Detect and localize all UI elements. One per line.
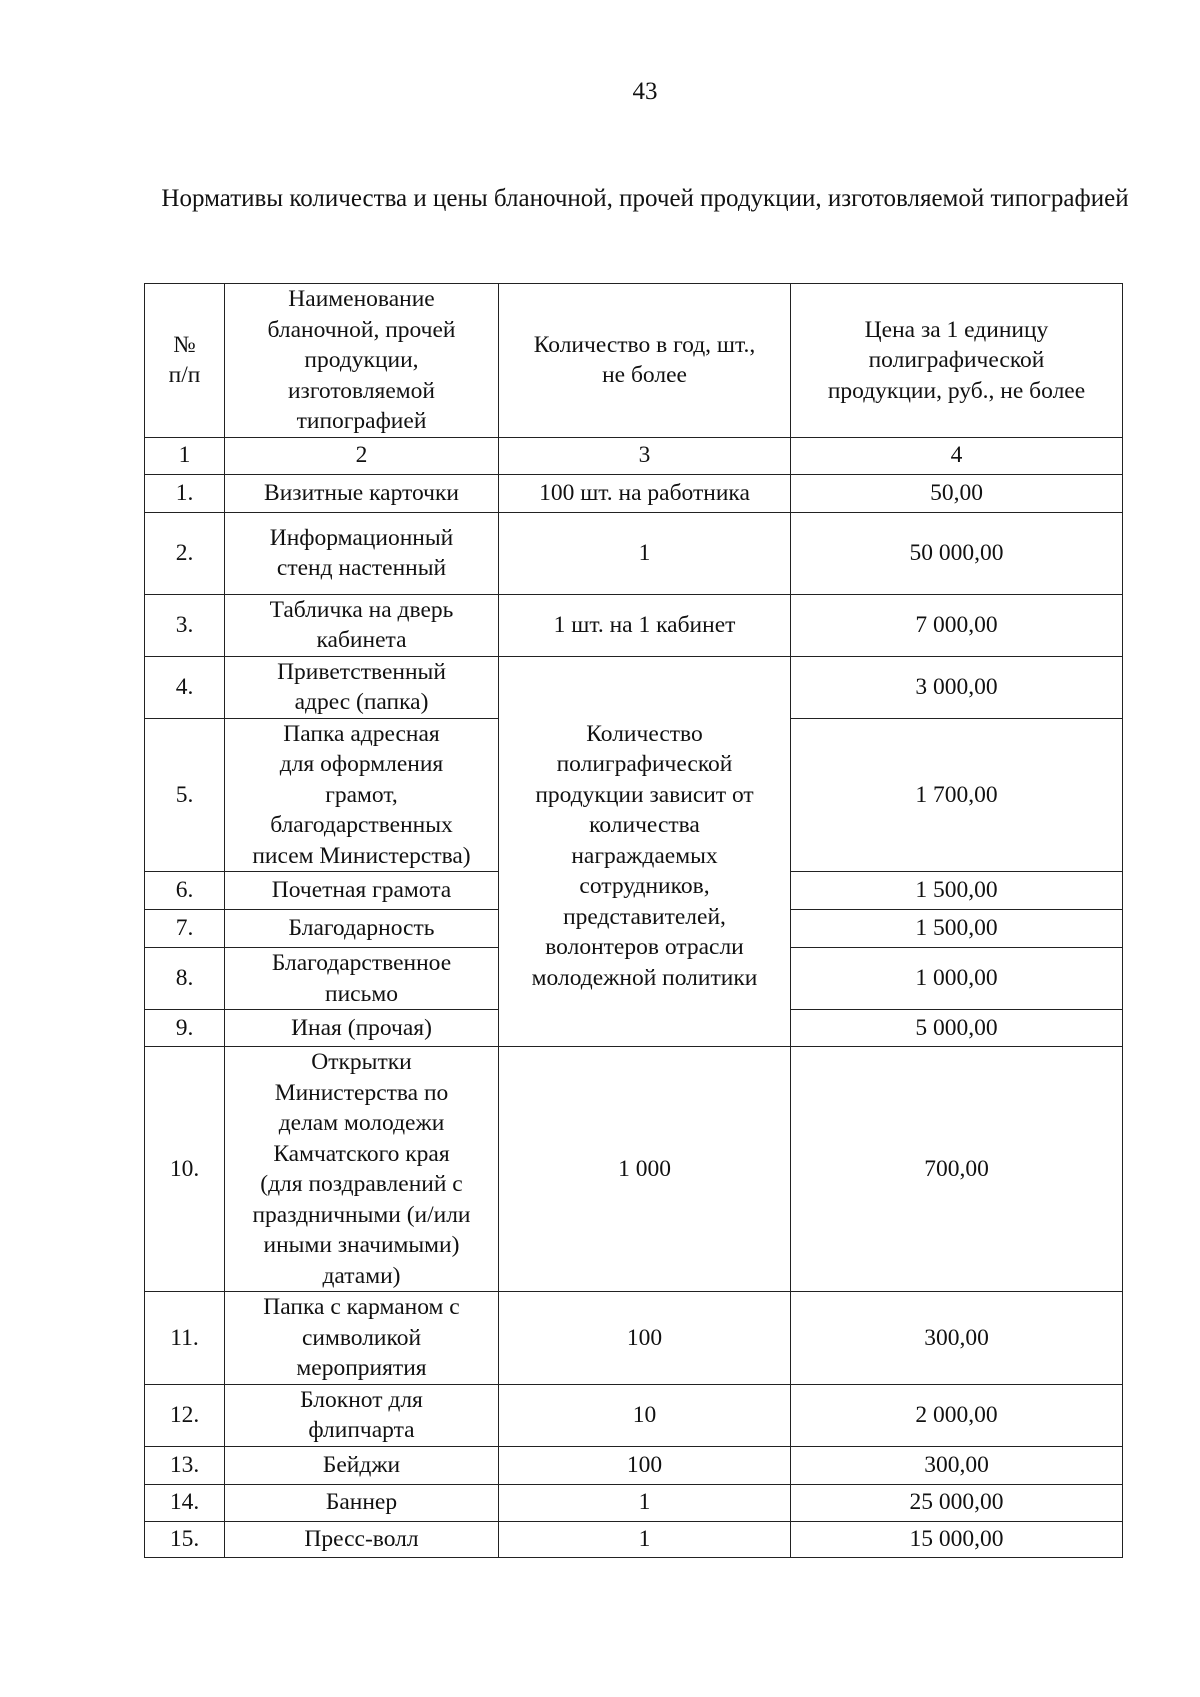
row-name: Папка с карманом с символикой мероприятия	[225, 1292, 499, 1385]
table-row	[145, 594, 1123, 656]
column-number: 4	[791, 437, 1123, 474]
row-quantity: 1 шт. на 1 кабинет	[499, 594, 791, 656]
row-num: 7.	[145, 910, 225, 948]
row-quantity: 1 000	[499, 1047, 791, 1292]
row-quantity: 100	[499, 1446, 791, 1484]
row-name: Благодарственное письмо	[225, 948, 499, 1010]
row-num: 6.	[145, 872, 225, 910]
row-price: 15 000,00	[791, 1521, 1123, 1557]
table-row	[145, 1521, 1123, 1557]
row-num: 12.	[145, 1384, 225, 1446]
document-title: Нормативы количества и цены бланочной, прочей продукции, изготовляемой типографией	[161, 185, 1129, 212]
row-name: Бейджи	[225, 1446, 499, 1484]
row-num: 10.	[145, 1047, 225, 1292]
row-quantity: 10	[499, 1384, 791, 1446]
row-name: Папка адресная для оформления грамот, благодарственных писем Министерства)	[225, 718, 499, 872]
header-name: Наименование бланочной, прочей продукции, изготовляемой типографией	[225, 284, 499, 438]
row-name: Открытки Министерства по делам молодежи Камчатского края (для поздравлений с праздничными (и/или иными значимыми) датами)	[225, 1047, 499, 1292]
row-num: 4.	[145, 656, 225, 718]
row-name: Пресс-волл	[225, 1521, 499, 1557]
row-name: Визитные карточки	[225, 474, 499, 512]
table-row	[145, 474, 1123, 512]
merged-quantity-cell: Количество полиграфической продукции зависит от количества награждаемых сотрудников, представителей, волонтеров отрасли молодежной политики	[499, 656, 791, 1047]
row-num: 15.	[145, 1521, 225, 1557]
row-price: 1 700,00	[791, 718, 1123, 872]
table-row	[145, 512, 1123, 594]
row-num: 3.	[145, 594, 225, 656]
row-price: 2 000,00	[791, 1384, 1123, 1446]
row-quantity: 100	[499, 1292, 791, 1385]
row-price: 1 500,00	[791, 910, 1123, 948]
row-name: Табличка на дверь кабинета	[225, 594, 499, 656]
row-name: Баннер	[225, 1484, 499, 1521]
table-row	[145, 1384, 1123, 1446]
table-row	[145, 656, 1123, 718]
column-number: 1	[145, 437, 225, 474]
row-price: 25 000,00	[791, 1484, 1123, 1521]
row-price: 7 000,00	[791, 594, 1123, 656]
norms-table	[144, 283, 1123, 1558]
row-num: 5.	[145, 718, 225, 872]
table-row	[145, 1292, 1123, 1385]
table-row	[145, 1484, 1123, 1521]
row-quantity: 100 шт. на работника	[499, 474, 791, 512]
row-price: 300,00	[791, 1446, 1123, 1484]
row-price: 1 500,00	[791, 872, 1123, 910]
row-num: 13.	[145, 1446, 225, 1484]
row-num: 9.	[145, 1010, 225, 1047]
row-num: 8.	[145, 948, 225, 1010]
header-row	[145, 284, 1123, 438]
row-num: 1.	[145, 474, 225, 512]
row-num: 14.	[145, 1484, 225, 1521]
row-quantity: 1	[499, 512, 791, 594]
row-num: 11.	[145, 1292, 225, 1385]
header-num: № п/п	[145, 284, 225, 438]
header-quantity: Количество в год, шт., не более	[499, 284, 791, 438]
row-price: 1 000,00	[791, 948, 1123, 1010]
row-name: Приветственный адрес (папка)	[225, 656, 499, 718]
column-number-row	[145, 437, 1123, 474]
row-name: Почетная грамота	[225, 872, 499, 910]
row-quantity: 1	[499, 1484, 791, 1521]
row-price: 50,00	[791, 474, 1123, 512]
column-number: 3	[499, 437, 791, 474]
row-quantity: 1	[499, 1521, 791, 1557]
row-name: Благодарность	[225, 910, 499, 948]
row-price: 5 000,00	[791, 1010, 1123, 1047]
table-row	[145, 1047, 1123, 1292]
table-row	[145, 1446, 1123, 1484]
header-price: Цена за 1 единицу полиграфической продукции, руб., не более	[791, 284, 1123, 438]
row-price: 3 000,00	[791, 656, 1123, 718]
column-number: 2	[225, 437, 499, 474]
row-name: Иная (прочая)	[225, 1010, 499, 1047]
row-price: 700,00	[791, 1047, 1123, 1292]
page-number: 43	[632, 78, 658, 105]
row-name: Информационный стенд настенный	[225, 512, 499, 594]
row-price: 300,00	[791, 1292, 1123, 1385]
row-name: Блокнот для флипчарта	[225, 1384, 499, 1446]
row-price: 50 000,00	[791, 512, 1123, 594]
row-num: 2.	[145, 512, 225, 594]
